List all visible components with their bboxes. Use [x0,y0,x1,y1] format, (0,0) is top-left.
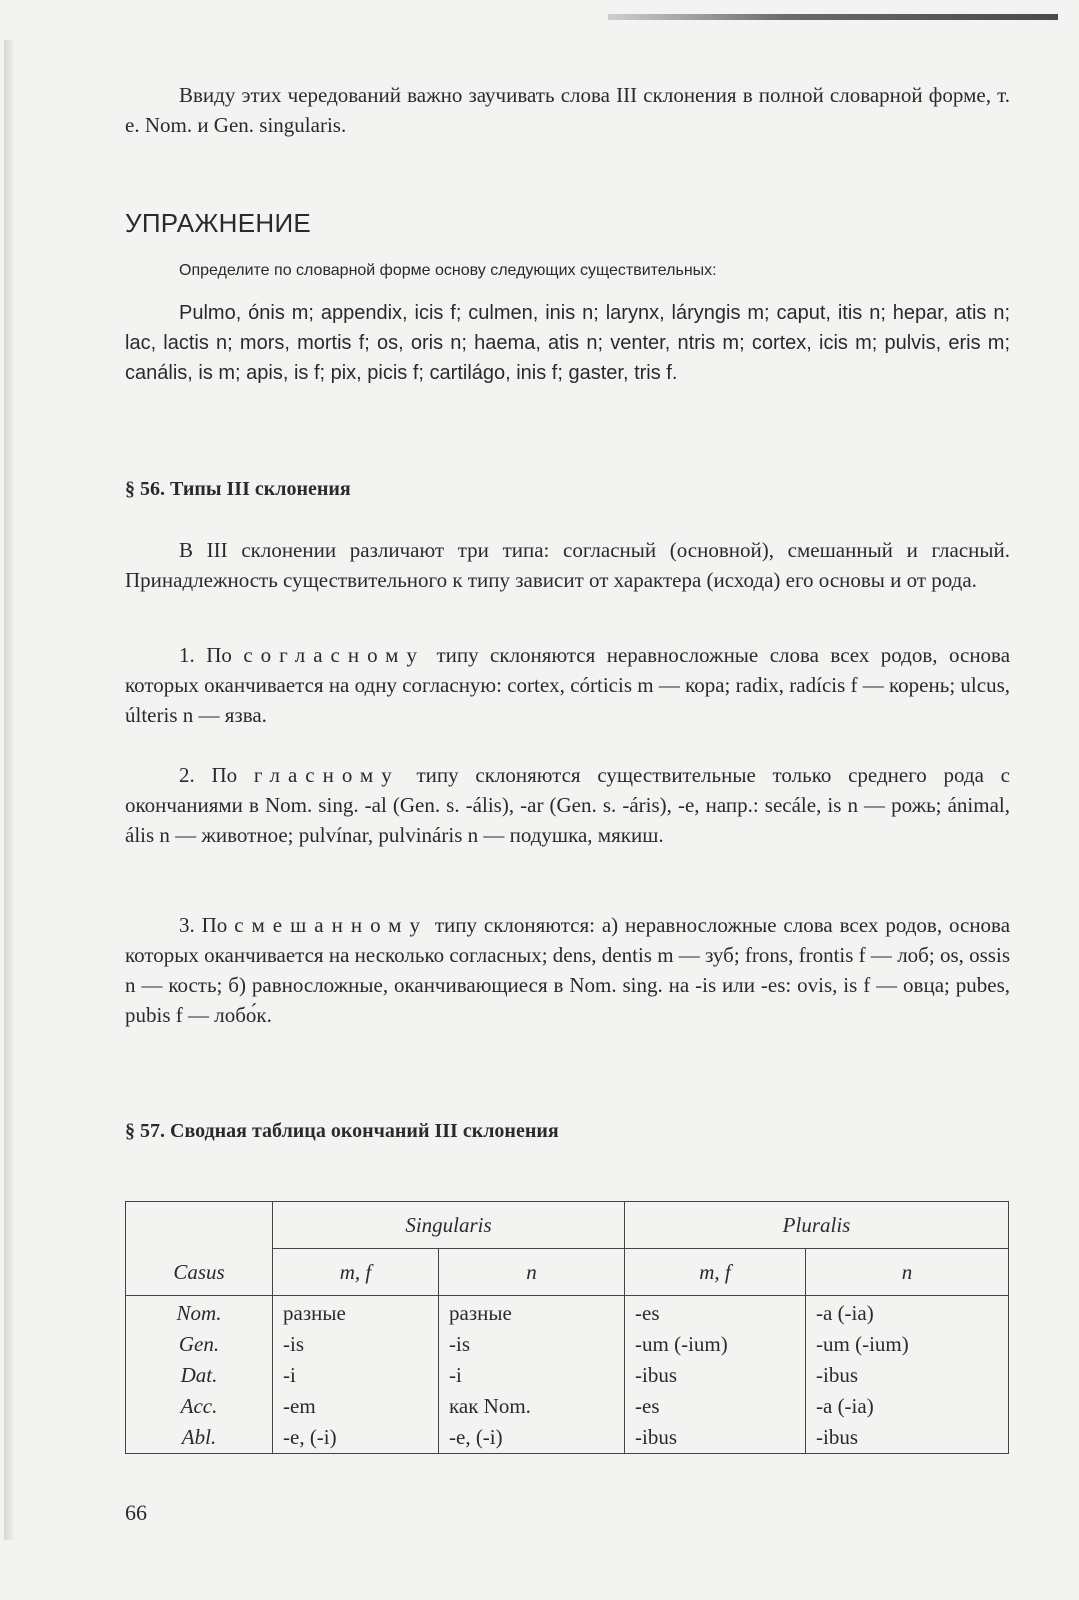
p4-type: смешанному [234,913,428,937]
subheader-sg-n: n [439,1249,625,1296]
case-cell: Nom. [126,1296,273,1330]
table-row [126,1329,1009,1360]
subheader-pl-mf: m, f [625,1249,806,1296]
case-cell: Acc. [126,1391,273,1422]
p3-type: гласному [253,763,400,787]
table-cell: -e, (-i) [273,1422,439,1454]
table-cell: как Nom. [439,1391,625,1422]
p4-lead: 3. По [179,913,228,937]
subheader-sg-mf: m, f [273,1249,439,1296]
p3-rest: типу склоняются существительные только среднего рода с окончаниями в Nom. sing. -al (Gen. s. -ális), -ar (Gen. s. -áris), -e, напр.: secále, is n — рожь; ánimal, ális n — животное; pulvínar, pulvináris n — подушка, мякиш. [125,763,1010,847]
table-cell: -ibus [806,1360,1009,1391]
section-56-paragraph-4 [125,910,1010,1030]
table-cell: -es [625,1296,806,1330]
page-edge-shadow [4,40,14,1540]
endings-table [125,1201,1009,1454]
table-row [126,1422,1009,1454]
exercise-instruction: Определите по словарной форме основу следующих существительных: [179,262,717,279]
intro-paragraph: Ввиду этих чередований важно заучивать слова III склонения в полной словарной форме, т. е. Nom. и Gen. singularis. [125,83,1010,137]
table-cell: -i [273,1360,439,1391]
p2-rest: типу склоняются неравносложные слова всех родов, основа которых оканчивается на одну согласную: cortex, córticis m — кора; radix, radícis f — корень; ulcus, últeris n — язва. [125,643,1011,727]
header-pluralis: Pluralis [625,1202,1009,1249]
table-cell: -a (-ia) [806,1296,1009,1330]
table-cell: -es [625,1391,806,1422]
page-number: 66 [125,1500,147,1525]
table-cell: -um (-ium) [625,1329,806,1360]
table-cell: -a (-ia) [806,1391,1009,1422]
p4-rest: типу склоняются: а) неравносложные слова всех родов, основа которых оканчивается на несколько согласных; dens, dentis m — зуб; frons, frontis f — лоб; os, ossis n — кость; б) равносложные, оканчивающиеся в Nom. sing. на -is или -es: ovis, is f — овца; pubes, pubis f — лобо́к. [125,913,1011,1027]
section-56-paragraph-2 [125,640,1010,730]
table-cell: -e, (-i) [439,1422,625,1454]
section-56-paragraph-1: В III склонении различают три типа: согласный (основной), смешанный и гласный. Принадлежность существительного к типу зависит от характера (исхода) его основы и от рода. [125,538,1010,592]
table-cell: -is [273,1329,439,1360]
exercise-heading: УПРАЖНЕНИЕ [125,208,312,238]
table-row [126,1360,1009,1391]
table-row [126,1391,1009,1422]
page-body [125,80,1011,1142]
p3-lead: 2. По [179,763,238,787]
table-cell: -ibus [806,1422,1009,1454]
section-56-paragraph-3 [125,760,1010,850]
case-cell: Dat. [126,1360,273,1391]
table-cell: разные [273,1296,439,1330]
section-57-title: § 57. Сводная таблица окончаний III склонения [125,1120,559,1142]
table-cell: -em [273,1391,439,1422]
header-casus: Casus [126,1202,273,1296]
top-rule [608,14,1058,20]
table-row [126,1296,1009,1330]
table-cell: разные [439,1296,625,1330]
case-cell: Gen. [126,1329,273,1360]
table-cell: -ibus [625,1422,806,1454]
section-56-title: § 56. Типы III склонения [125,478,351,500]
table-cell: -i [439,1360,625,1391]
exercise-words: Pulmo, ónis m; appendix, icis f; culmen, inis n; larynx, láryngis m; caput, itis n; hepar, atis n; lac, lactis n; mors, mortis f; os, oris n; haema, atis n; venter, ntris m; cortex, icis m; pulvis, eris m; canális, is m; apis, is f; pix, picis f; cartilágo, inis f; gaster, tris f. [125,302,1010,384]
p2-type: согласному [243,643,425,667]
table-cell: -is [439,1329,625,1360]
subheader-pl-n: n [806,1249,1009,1296]
table-cell: -um (-ium) [806,1329,1009,1360]
case-cell: Abl. [126,1422,273,1454]
header-singularis: Singularis [273,1202,625,1249]
p2-lead: 1. По [179,643,232,667]
table-cell: -ibus [625,1360,806,1391]
